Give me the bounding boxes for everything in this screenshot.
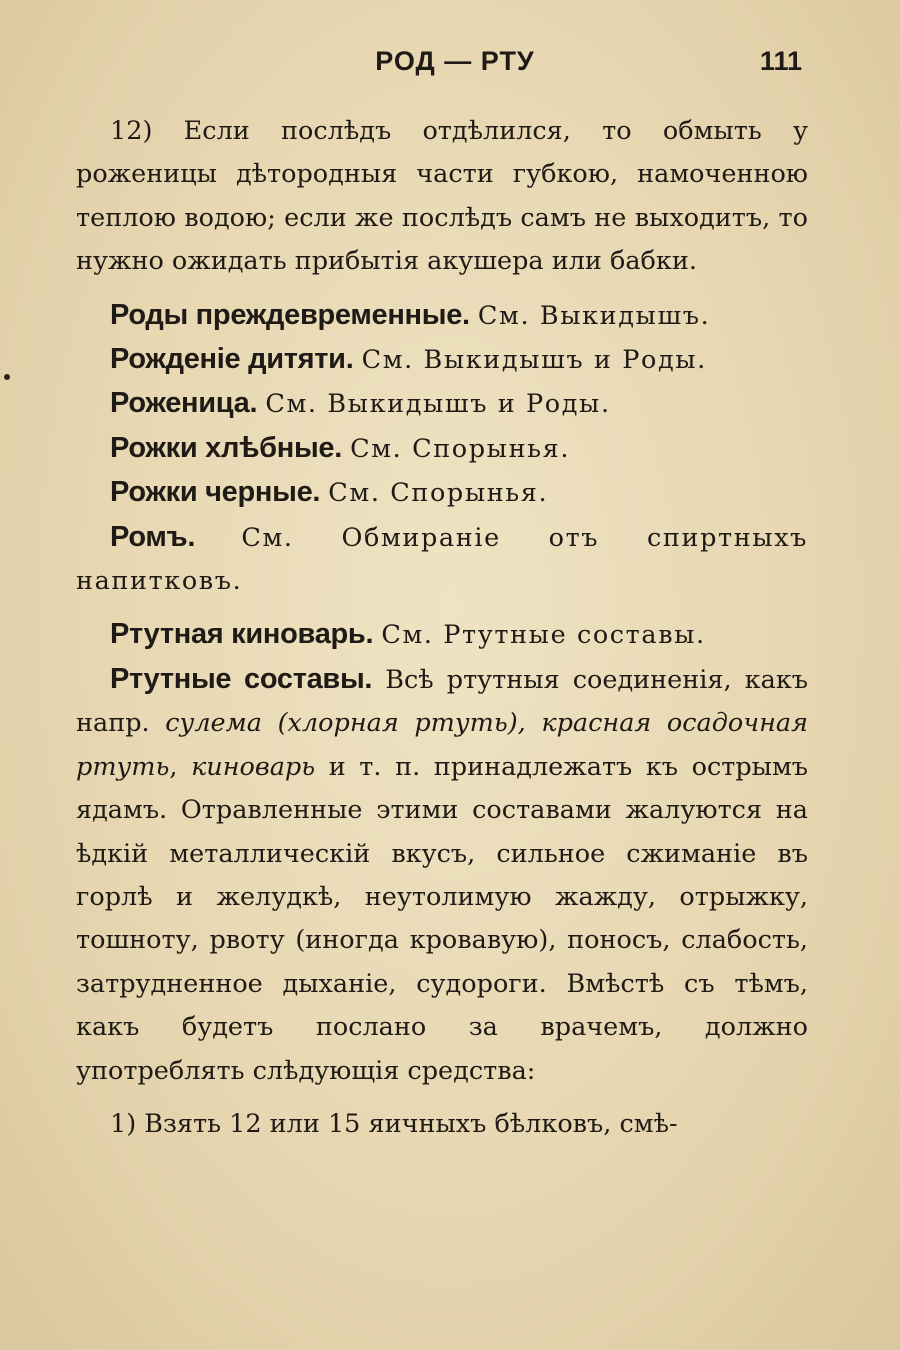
entry-mercury-cinnabar bbox=[76, 613, 808, 657]
page-number: 111 bbox=[759, 46, 802, 76]
page-header bbox=[0, 40, 900, 84]
entry-black-ergot bbox=[76, 471, 808, 515]
entry-reference: См. Спорынья. bbox=[350, 433, 571, 464]
entry-term: Ромъ. bbox=[110, 520, 196, 553]
entry-term: Рожки хлѣбные. bbox=[110, 431, 343, 464]
entry-reference: См. Выкидышъ. bbox=[477, 300, 711, 331]
running-head: РОД — РТУ bbox=[375, 46, 535, 76]
entry-text: и т. п. принадлежатъ къ острымъ ядамъ. Отравленные этими составами жалуются на ѣдкій металлическій вкусъ, сильное сжиманіе въ горлѣ и желудкѣ, неутолимую жажду, отрыжку, тошноту, рвоту (иногда кровавую), поносъ, слабость, затрудненное дыханіе, судороги. Вмѣстѣ съ тѣмъ, какъ будетъ послано за врачемъ, должно употреблять слѣдующія средства: bbox=[76, 751, 809, 1086]
entry-term: Ртутные составы. bbox=[110, 662, 373, 695]
entry-mercury-compounds bbox=[76, 658, 808, 1093]
entry-reference: См. Обмираніе отъ спиртныхъ напитковъ. bbox=[76, 522, 809, 597]
entry-italic-example: киноварь bbox=[191, 751, 316, 782]
entry-text: Всѣ ртутныя соединенія, какъ напр. bbox=[76, 664, 808, 739]
entry-woman-in-labour bbox=[76, 382, 808, 426]
list-item-1: 1) Взять 12 или 15 яичныхъ бѣлковъ, смѣ- bbox=[110, 1108, 678, 1139]
entry-rum bbox=[76, 516, 808, 604]
entry-term: Роженица. bbox=[110, 387, 258, 420]
page-body bbox=[76, 110, 808, 1146]
ink-speck bbox=[4, 374, 10, 380]
entry-grain-ergot bbox=[76, 427, 808, 471]
entry-premature-birth bbox=[76, 294, 808, 338]
entry-reference: См. Ртутные составы. bbox=[381, 620, 706, 651]
entry-childbirth bbox=[76, 338, 808, 382]
entry-italic-example: сулема (хлорная ртуть), красная осадочная ртуть bbox=[76, 708, 808, 782]
entry-term: Роды преждевременные. bbox=[110, 298, 470, 331]
paragraph-12: 12) Если послѣдъ отдѣлился, то обмыть у роженицы дѣтородныя части губкою, намоченною теплою водою; если же послѣдъ самъ не выходитъ, то нужно ожидать прибытія акушера или бабки. bbox=[76, 116, 808, 277]
entry-reference: См. Выкидышъ и Роды. bbox=[361, 345, 707, 376]
entry-term: Рожки черные. bbox=[110, 476, 321, 509]
entry-term: Ртутная киноварь. bbox=[110, 618, 374, 651]
entry-reference: См. Выкидышъ и Роды. bbox=[265, 389, 611, 420]
entry-punctuation: , bbox=[169, 751, 178, 782]
entry-reference: См. Спорынья. bbox=[328, 478, 549, 509]
entry-term: Рожденіе дитяти. bbox=[110, 343, 354, 376]
